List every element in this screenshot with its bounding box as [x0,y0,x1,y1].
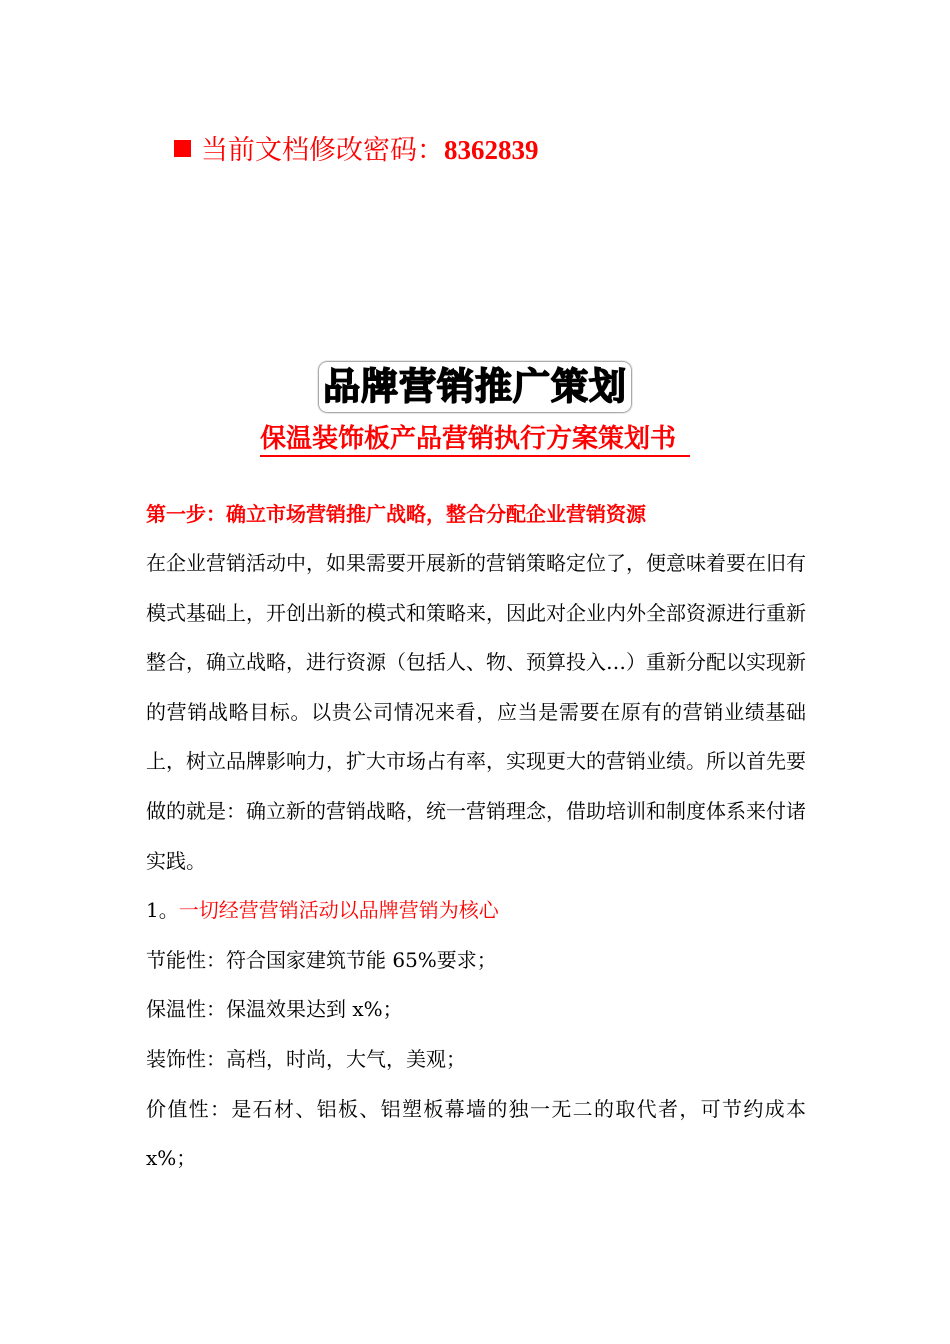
password-notice [174,130,539,171]
feature-line-decoration: 装饰性：高档，时尚，大气，美观； [146,1046,466,1071]
feature-line-insulation: 保温性：保温效果达到 x%； [146,997,403,1022]
document-subtitle [0,419,950,459]
banner-title [0,362,950,412]
list-item-title: 一切经营营销活动以品牌营销为核心 [178,898,499,923]
section-paragraph: 在企业营销活动中，如果需要开展新的营销策略定位了，便意味着要在旧有模式基础上，开创出新的模式和策略来，因此对企业内外全部资源进行重新整合，确立战略，进行资源（包括人、物、预算投入…）重新分配以实现新的营销战略目标。以贵公司情况来看，应当是需要在原有的营销业绩基础上，树立品牌影响力，扩大市场占有率，实现更大的营销业绩。所以首先要做的就是：确立新的营销战略，统一营销理念，借助培训和制度体系来付诸实践。 [146,551,806,873]
square-bullet-icon [174,140,191,157]
feature-line-value: 价值性：是石材、铝板、铝塑板幕墙的独一无二的取代者，可节约成本 x%； [146,1096,806,1171]
document-subtitle-text: 保温装饰板产品营销执行方案策划书 [260,424,690,457]
banner-title-text: 品牌营销推广策划 [319,362,631,412]
feature-line-energy: 节能性：符合国家建筑节能 65%要求； [146,947,497,972]
document-body [146,489,806,1184]
password-code: 8362839 [444,135,539,165]
password-notice-label: 当前文档修改密码： [201,135,444,166]
list-item-number: 1。 [146,898,179,923]
list-item-heading [146,886,806,936]
section-heading: 第一步：确立市场营销推广战略，整合分配企业营销资源 [146,502,646,526]
